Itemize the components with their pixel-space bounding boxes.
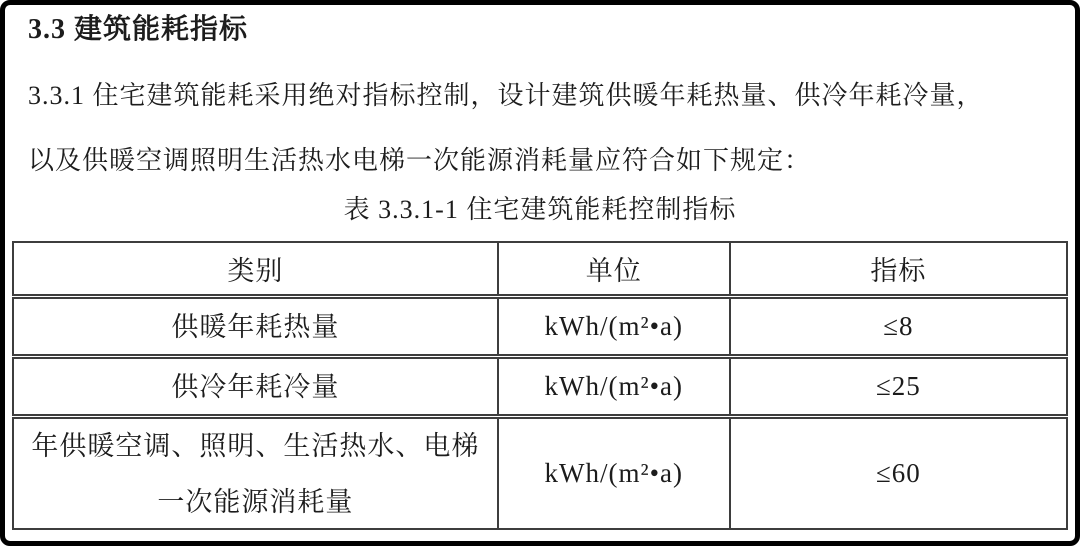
cell-indicator: ≤25 [730,357,1067,417]
cell-indicator: ≤8 [730,297,1067,357]
column-header-indicator: 指标 [730,242,1067,297]
cell-category [13,417,498,530]
cell-category [13,357,498,417]
category-text: 供暖年耗热量 [171,311,340,342]
table-row [13,417,1067,530]
clause-paragraph [28,81,1058,176]
category-text-multiline [14,430,497,518]
table-row [13,297,1067,357]
cell-indicator: ≤60 [730,417,1067,530]
table-caption: 表 3.3.1-1 住宅建筑能耗控制指标 [343,195,737,224]
cell-unit: kWh/(m²•a) [498,417,730,530]
category-text-line-1: 年供暖空调、照明、生活热水、电梯 [31,430,480,461]
table-row [13,357,1067,417]
column-header-unit: 单位 [498,242,730,297]
clause-text-line-1: 3.3.1 住宅建筑能耗采用绝对指标控制，设计建筑供暖年耗热量、供冷年耗冷量， [28,81,984,110]
category-text: 供冷年耗冷量 [171,371,340,402]
cell-category [13,297,498,357]
cell-unit: kWh/(m²•a) [498,357,730,417]
cell-unit: kWh/(m²•a) [498,297,730,357]
clause-text-line-2: 以及供暖空调照明生活热水电梯一次能源消耗量应符合如下规定： [28,146,812,175]
column-header-category: 类别 [13,242,498,297]
category-text-line-2: 一次能源消耗量 [157,486,354,517]
table-header-row [13,242,1067,297]
energy-indicator-table [12,241,1068,530]
section-heading: 3.3 建筑能耗指标 [28,14,249,45]
